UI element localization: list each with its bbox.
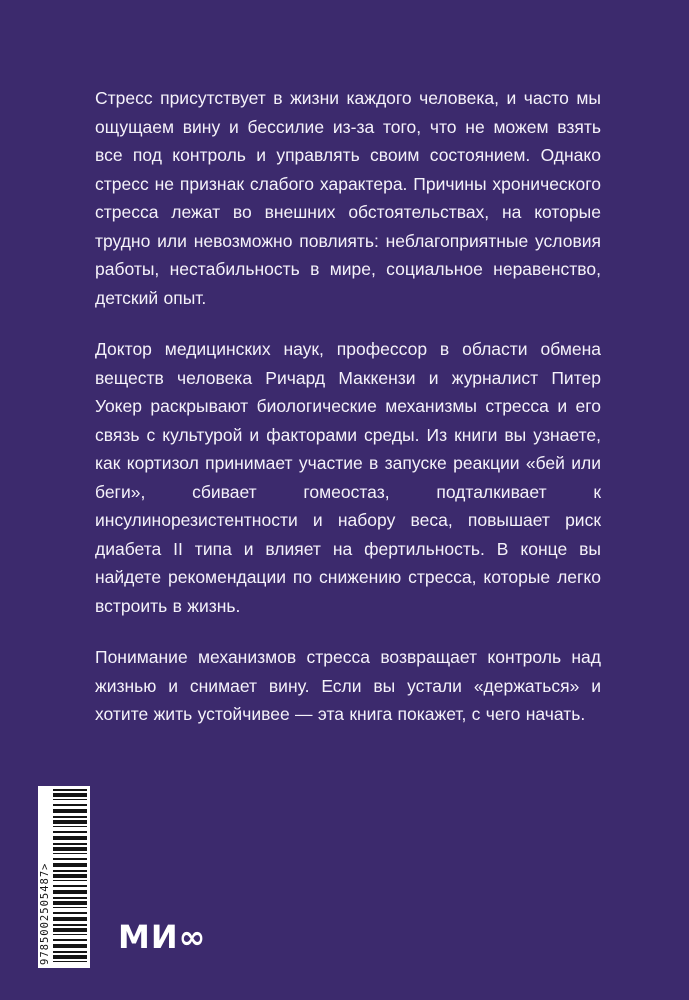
barcode-number-column [39,789,53,965]
barcode-bars [53,789,87,965]
publisher-logo: МИ∞ [118,918,207,956]
barcode-number [39,789,51,965]
paragraph-3: Понимание механизмов стресса возвращает контроль над жизнью и снимает вину. Если вы устали «держаться» и хотите жить устойчивее — эта книга покажет, с чего начать. [95,647,601,724]
annotation-text [95,84,601,752]
barcode [38,786,90,968]
barcode-mark: > [39,862,51,870]
paragraph-1: Стресс присутствует в жизни каждого человека, и часто мы ощущаем вину и бессилие из-за того, что не можем взять все под контроль и управлять своим состоянием. Однако стресс не признак слабого характера. Причины хронического стресса лежат во внешних обстоятельствах, на которые трудно или невозможно повлиять: неблагоприятные условия работы, нестабильность в мире, социальное неравенство, детский опыт. [95,88,601,308]
paragraph-2: Доктор медицинских наук, профессор в области обмена веществ человека Ричард Маккензи и журналист Питер Уокер раскрывают биологические механизмы стресса и его связь с культурой и факторами среды. Из книги вы узнаете, как кортизол принимает участие в запуске реакции «бей или беги», сбивает гомеостаз, подталкивает к инсулинорезистентности и набору веса, повышает риск диабета II типа и влияет на фертильность. В конце вы найдете рекомендации по снижению стресса, которые легко встроить в жизнь. [95,339,601,616]
barcode-digits: 9785002505487 [39,869,51,965]
